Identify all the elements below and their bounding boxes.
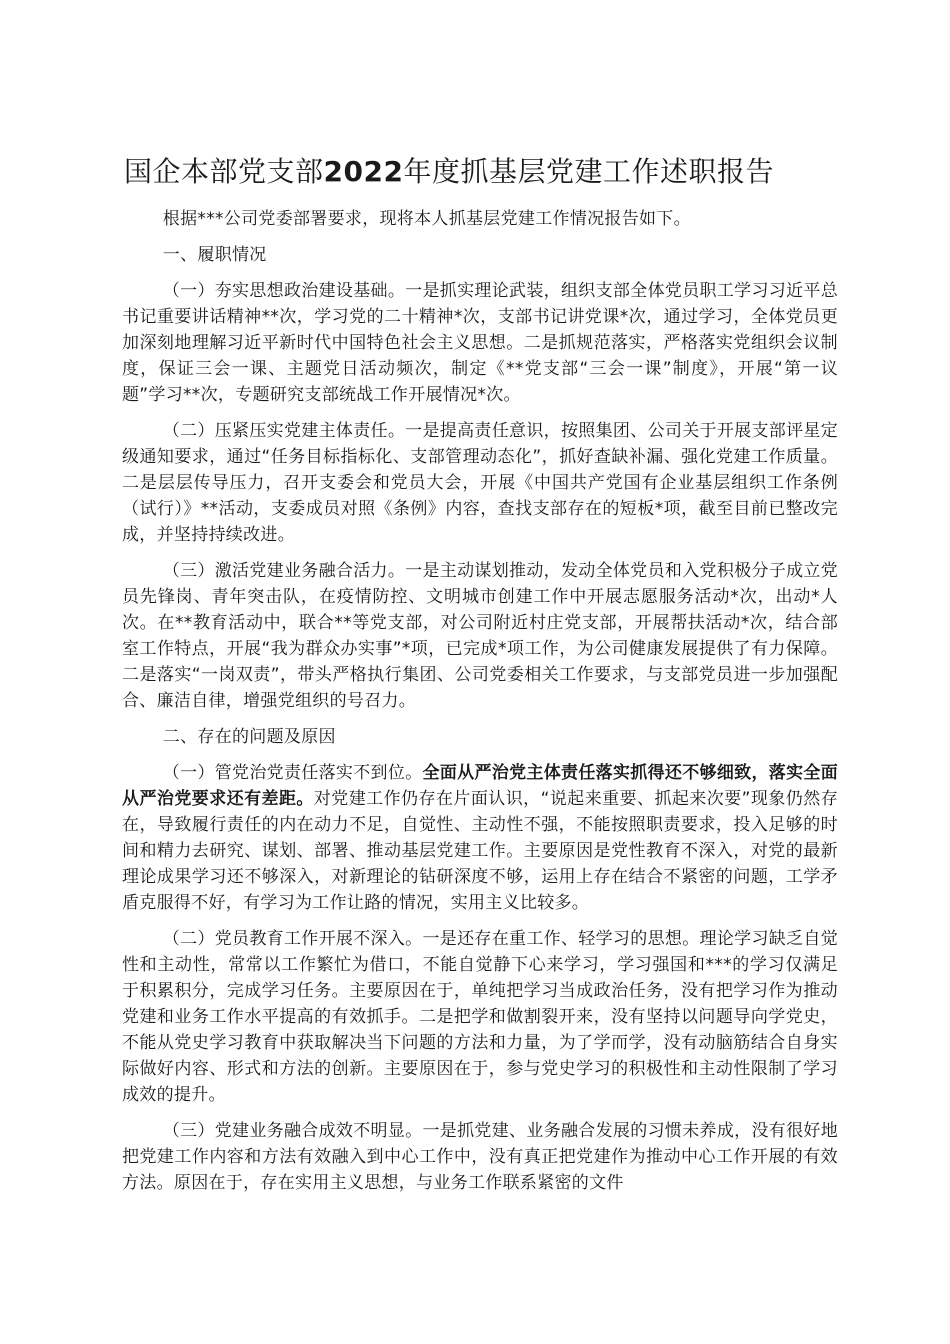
section1-paragraph-3: （三）激活党建业务融合活力。一是主动谋划推动，发动全体党员和入党积极分子成立党员先锋岗、青年突击队，在疫情防控、文明城市创建工作中开展志愿服务活动*次，出动*人次。在**教育活动中，联合**等党支部，对公司附近村庄党支部，开展帮扶活动*次，结合部室工作特点，开展“我为群众办实事”*项，已完成*项工作，为公司健康发展提供了有力保障。二是落实“一岗双责”，带头严格执行集团、公司党委相关工作要求，与支部党员进一步加强配合、廉洁自律，增强党组织的号召力。	[122, 561, 838, 711]
title-part2: 年度抓基层党建工作述职报告	[403, 155, 774, 188]
section2-paragraph-3: （三）党建业务融合成效不明显。一是抓党建、业务融合发展的习惯未养成，没有很好地把党建工作内容和方法有效融入到中心工作中，没有真正把党建作为推动中心工作开展的有效方法。原因在于，存在实用主义思想，与业务工作联系紧密的文件	[122, 1121, 838, 1193]
section2-p1-rest: 对党建工作仍存在片面认识，“说起来重要、抓起来次要”现象仍然存在，导致履行责任的内在动力不足，自觉性、主动性不强，不能按照职责要求，投入足够的时间和精力去研究、谋划、部署、推动基层党建工作。主要原因是党性教育不深入，对党的最新理论成果学习还不够深入，对新理论的钻研深度不够，运用上存在结合不紧密的问题，工学矛盾克服得不好，有学习为工作让路的情况，实用主义比较多。	[122, 789, 838, 913]
section1-heading: 一、履职情况	[162, 245, 267, 265]
section1-paragraph-1: （一）夯实思想政治建设基础。一是抓实理论武装，组织支部全体党员职工学习习近平总书记重要讲话精神**次，学习党的二十精神*次，支部书记讲党课*次，通过学习，全体党员更加深刻地理解习近平新时代中国特色社会主义思想。二是抓规范落实，严格落实党组织会议制度，保证三会一课、主题党日活动频次，制定《**党支部“三会一课”制度》，开展“第一议题”学习**次，专题研究支部统战工作开展情况*次。	[122, 281, 838, 405]
title-part1: 国企本部党支部	[124, 155, 324, 188]
section2-paragraph-2: （二）党员教育工作开展不深入。一是还存在重工作、轻学习的思想。理论学习缺乏自觉性和主动性，常常以工作繁忙为借口，不能自觉静下心来学习，学习强国和***的学习仅满足于积累积分，完成学习任务。主要原因在于，单纯把学习当成政治任务，没有把学习作为推动党建和业务工作水平提高的有效抓手。二是把学和做割裂开来，没有坚持以问题导向学党史，不能从党史学习教育中获取解决当下问题的方法和力量，为了学而学，没有动脑筋结合自身实际做好内容、形式和方法的创新。主要原因在于，参与党史学习的积极性和主动性限制了学习成效的提升。	[122, 929, 838, 1105]
section2-p1-lead: （一）管党治党责任落实不到位。	[162, 763, 423, 783]
intro-paragraph: 根据***公司党委部署要求，现将本人抓基层党建工作情况报告如下。	[162, 209, 691, 229]
document-title	[122, 152, 838, 192]
section2-paragraph-1	[122, 760, 838, 916]
section2-heading: 二、存在的问题及原因	[162, 727, 336, 747]
section1-paragraph-2: （二）压紧压实党建主体责任。一是提高责任意识，按照集团、公司关于开展支部评星定级通知要求，通过“任务目标指标化、支部管理动态化”，抓好查缺补漏、强化党建工作质量。二是层层传导压力，召开支委会和党员大会，开展《中国共产党国有企业基层组织工作条例（试行）》**活动，支委成员对照《条例》内容，查找支部存在的短板*项，截至目前已整改完成，并坚持持续改进。	[122, 421, 838, 545]
title-year: 2022	[323, 155, 404, 188]
section2-p1-bold: 全面从严治党主体责任落实抓得还不够细致，落实全面从严治党要求还有差距。	[122, 763, 839, 809]
